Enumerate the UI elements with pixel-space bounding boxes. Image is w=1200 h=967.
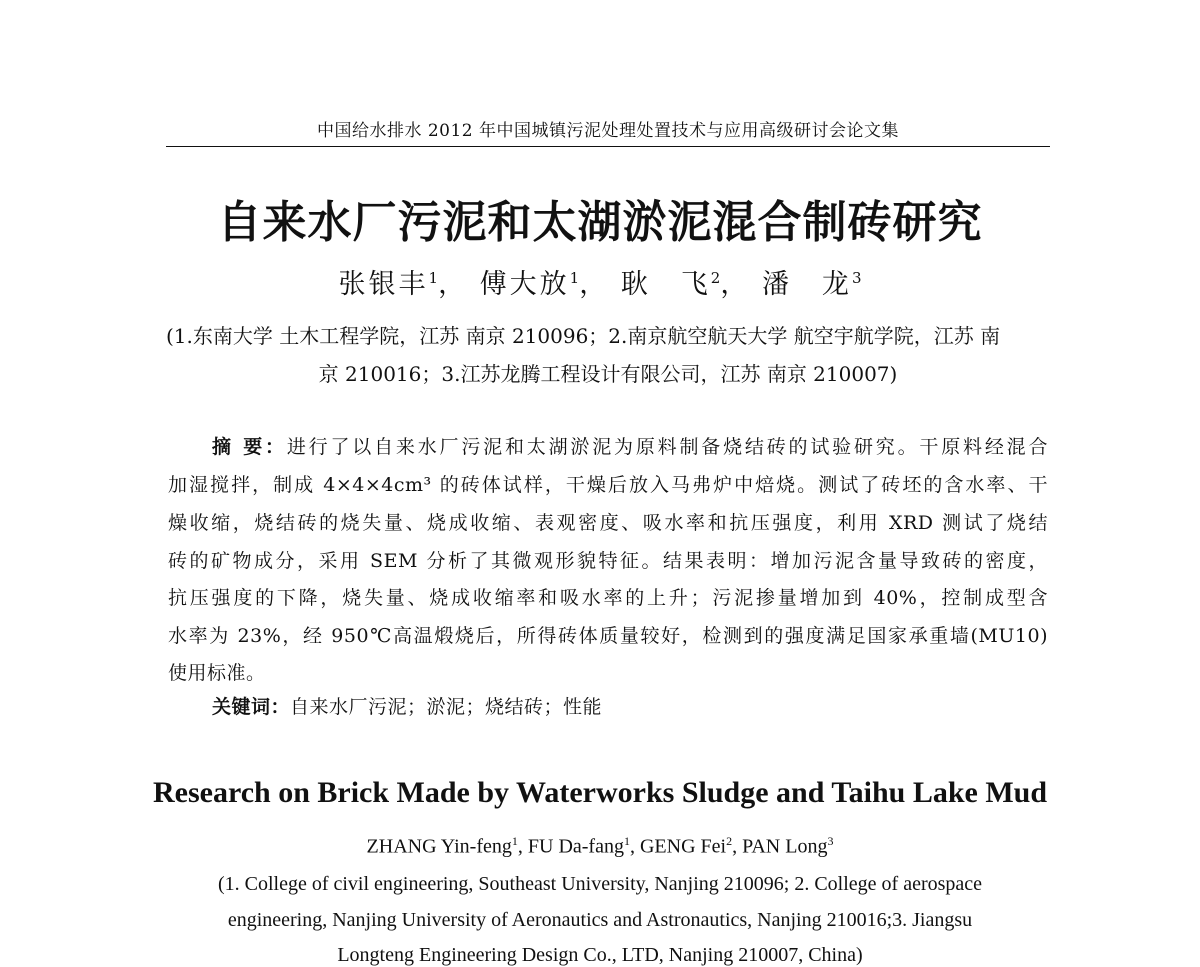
abstract-text: 进行了以自来水厂污泥和太湖淤泥为原料制备烧结砖的试验研究。干原料经混合 [286,436,1048,458]
author-affiliation-mark: 2 [710,269,721,287]
author-name: 张银丰 [338,269,429,300]
author-separator: ， [720,269,751,300]
affiliation-cn-line: 京 210016；3.江苏龙腾工程设计有限公司，江苏 南京 210007) [318,362,898,386]
abstract-label: 摘 要： [212,436,287,458]
english-affiliation-line: Longteng Engineering Design Co., LTD, Nanjing 210007, China) [337,944,863,966]
author-separator: ， [438,269,469,300]
keywords-label: 关键词： [212,696,291,718]
abstract-line: 砖的矿物成分，采用 SEM 分析了其微观形貌特征。结果表明：增加污泥含量导致砖的密度， [168,550,1048,572]
keywords-text: 自来水厂污泥；淤泥；烧结砖；性能 [290,696,603,718]
author-separator: ， [579,269,610,300]
author-name: 傅大放 [479,269,570,300]
author-affiliation-mark: 3 [851,269,862,287]
abstract-line: 燥收缩，烧结砖的烧失量、烧成收缩、表观密度、吸水率和抗压强度，利用 XRD 测试了烧结 [168,512,1048,534]
author-separator: , [732,835,743,858]
author-name: ZHANG Yin-feng [366,835,512,858]
english-affiliation-line: engineering, Nanjing University of Aeronautics and Astronautics, Nanjing 210016;3. Jiangsu [227,909,973,931]
running-header: 中国给水排水 2012 年中国城镇污泥处理处置技术与应用高级研讨会论文集 [316,121,900,141]
affiliation-cn-line: (1.东南大学 土木工程学院，江苏 南京 210096；2.南京航空航天大学 航空宇航学院，江苏 南 [166,324,1001,348]
abstract-line: 水率为 23%，经 950℃高温煅烧后，所得砖体质量较好，检测到的强度满足国家承重墙(MU10) [168,625,1048,647]
author-separator: , [629,835,640,858]
english-affiliation-line: (1. College of civil engineering, Southeast University, Nanjing 210096; 2. College of aerospace [217,873,983,895]
author-list [200,262,1000,301]
author-affiliation-mark: 3 [827,834,834,848]
author-affiliation-mark: 2 [726,834,733,848]
author-name: PAN Long [742,835,828,858]
author-affiliation-mark: 1 [511,834,518,848]
abstract-line: 加湿搅拌，制成 4×4×4cm³ 的砖体试样，干燥后放入马弗炉中焙烧。测试了砖坯的含水率、干 [168,474,1048,496]
abstract-line: 抗压强度的下降，烧失量、烧成收缩率和吸水率的上升；污泥掺量增加到 40%，控制成型含 [168,587,1048,609]
paper-title: 自来水厂污泥和太湖淤泥混合制砖研究 [217,197,983,248]
abstract-line [212,432,1048,459]
english-author-list [200,834,1000,859]
author-affiliation-mark: 1 [623,834,630,848]
author-separator: , [517,835,528,858]
author-name: 潘 龙 [761,269,852,300]
author-name: 耿 飞 [620,269,711,300]
english-title: Research on Brick Made by Waterworks Sludge and Taihu Lake Mud [152,776,1048,809]
author-affiliation-mark: 1 [569,269,580,287]
author-affiliation-mark: 1 [428,269,439,287]
header-rule [166,146,1050,147]
author-name: FU Da-fang [527,835,624,858]
keywords-line [212,692,602,719]
author-name: GENG Fei [639,835,727,858]
abstract-line: 使用标准。 [168,662,266,684]
